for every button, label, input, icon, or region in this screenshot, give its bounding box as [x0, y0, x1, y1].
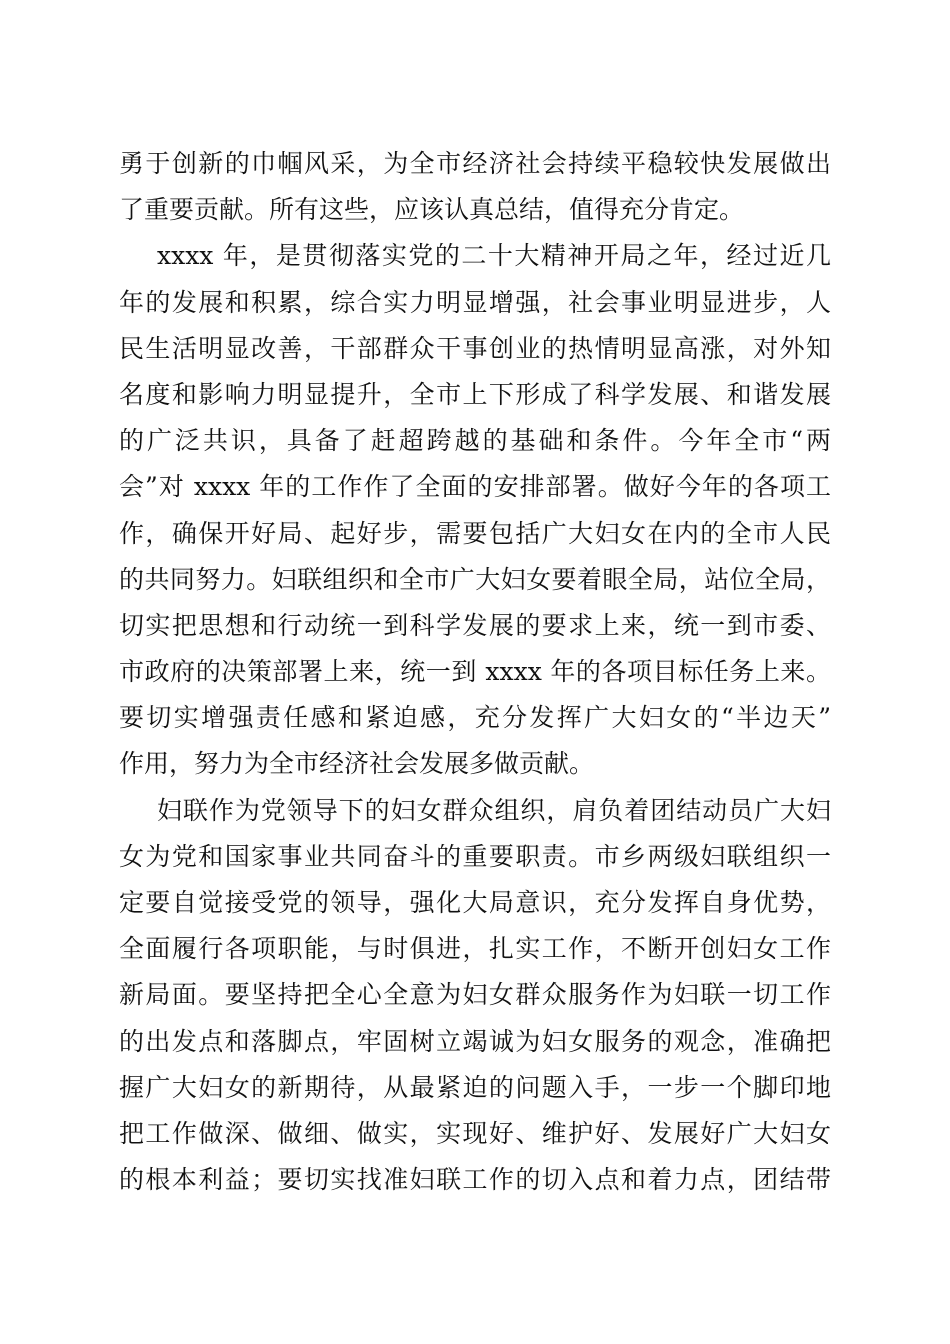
text-line: 会”对 xxxx 年的工作作了全面的安排部署。做好今年的各项工 [119, 472, 831, 502]
paragraph-2 [119, 233, 831, 787]
text-line: 的出发点和落脚点，牢固树立竭诚为妇女服务的观念，准确把 [119, 1026, 831, 1056]
paragraph-1 [119, 141, 831, 233]
text-line: 切实把思想和行动统一到科学发展的要求上来，统一到市委、 [119, 610, 831, 640]
text-line: 名度和影响力明显提升，全市上下形成了科学发展、和谐发展 [119, 379, 831, 409]
text-line: 把工作做深、做细、做实，实现好、维护好、发展好广大妇女 [119, 1118, 831, 1148]
text-line: 年的发展和积累，综合实力明显增强，社会事业明显进步，人 [119, 287, 831, 317]
paragraph-3 [119, 788, 831, 1204]
text-line: 全面履行各项职能，与时俱进，扎实工作，不断开创妇女工作 [119, 934, 831, 964]
text-line: 作用，努力为全市经济社会发展多做贡献。 [119, 749, 595, 779]
text-line: 的根本利益；要切实找准妇联工作的切入点和着力点，团结带 [119, 1165, 831, 1195]
text-line: 女为党和国家事业共同奋斗的重要职责。市乡两级妇联组织一 [119, 841, 831, 871]
text-line: 的共同努力。妇联组织和全市广大妇女要着眼全局，站位全局， [119, 564, 831, 594]
text-line: 新局面。要坚持把全心全意为妇女群众服务作为妇联一切工作 [119, 980, 831, 1010]
text-line: 勇于创新的巾帼风采，为全市经济社会持续平稳较快发展做出 [119, 149, 831, 178]
document-body [119, 141, 831, 1203]
text-line: 定要自觉接受党的领导，强化大局意识，充分发挥自身优势， [119, 888, 831, 917]
text-line: 要切实增强责任感和紧迫感，充分发挥广大妇女的“半边天” [119, 703, 831, 733]
text-line: 作，确保开好局、起好步，需要包括广大妇女在内的全市人民 [119, 518, 831, 548]
text-line: 了重要贡献。所有这些，应该认真总结，值得充分肯定。 [119, 195, 745, 225]
text-line: 市政府的决策部署上来，统一到 xxxx 年的各项目标任务上来。 [119, 657, 831, 687]
text-line: 握广大妇女的新期待，从最紧迫的问题入手，一步一个脚印地 [119, 1072, 831, 1102]
text-line: xxxx 年，是贯彻落实党的二十大精神开局之年，经过近几 [157, 241, 831, 271]
text-line: 的广泛共识，具备了赶超跨越的基础和条件。今年全市“两 [119, 426, 831, 456]
text-line: 民生活明显改善，干部群众干事创业的热情明显高涨，对外知 [119, 333, 831, 363]
text-line: 妇联作为党领导下的妇女群众组织，肩负着团结动员广大妇 [157, 795, 831, 825]
